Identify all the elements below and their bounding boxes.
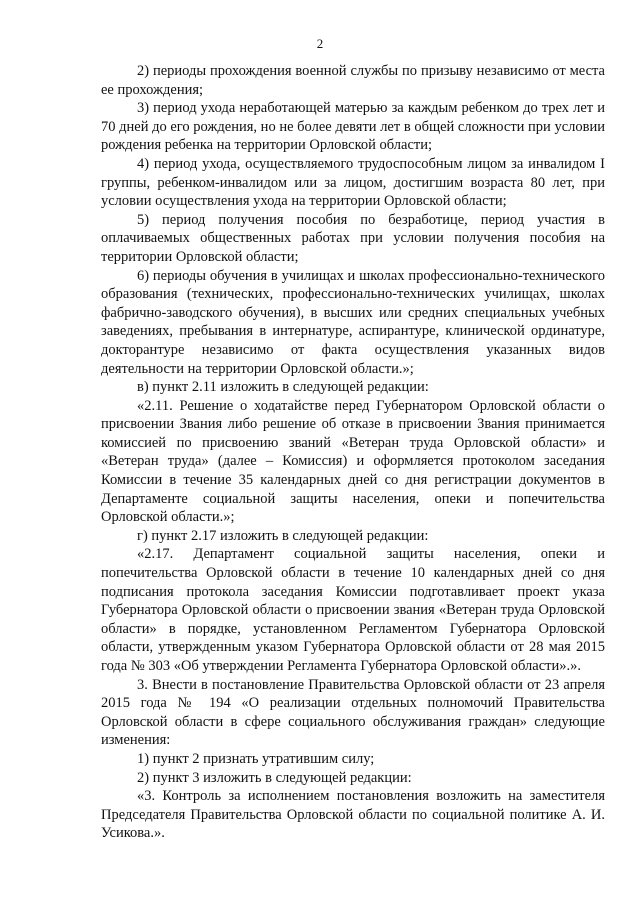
paragraph-item-3: 3. Внести в постановление Правительства Орловской области от 23 апреля 2015 года № 194 «О реализации отдельных полномочий Правительства Орловской области в сфере социального обслуживания граждан» следующие изменения: [101, 676, 605, 749]
paragraph-clause-2-17: «2.17. Департамент социальной защиты населения, опеки и попечительства Орловской области в течение 10 календарных дней со дня подписания протокола заседания Комиссии подготавливает проект указа Губернатора Орловской области о присвоении звания «Ветеран труда Орловской области» в порядке, установленном Регламентом Губернатора Орловской области, утвержденным указом Губернатора Орловской области от 28 мая 2015 года № 303 «Об утверждении Регламента Губернатора Орловской области».». [101, 546, 605, 674]
paragraph-education-period: 6) периоды обучения в училищах и школах профессионально-технического образования (технических, профессионально-технических училищах, школах фабрично-заводского обучения), в высших или средних специальных учебных заведениях, пребывания в интернатуре, аспирантуре, клинической ординатуре, докторантуре независимо от факта осуществления указанных видов деятельности на территории Орловской области.»; [101, 267, 605, 377]
paragraph-amend-2-17: г) пункт 2.17 изложить в следующей редакции: [137, 527, 429, 544]
page-number: 2 [316, 36, 324, 51]
paragraph-military-service: 2) периоды прохождения военной службы по призыву независимо от места ее прохождения; [101, 63, 605, 98]
paragraph-subitem-2: 2) пункт 3 изложить в следующей редакции: [137, 769, 412, 786]
paragraph-unemployment-period: 5) период получения пособия по безработице, период участия в оплачиваемых общественных работах при условии получения пособия на территории Орловской области; [101, 211, 605, 265]
paragraph-childcare-period: 3) период ухода неработающей матерью за каждым ребенком до трех лет и 70 дней до его рождения, но не более девяти лет в общей сложности при условии рождения ребенка на территории Орловской области; [101, 100, 605, 154]
paragraph-amend-2-11: в) пункт 2.11 изложить в следующей редакции: [137, 379, 429, 396]
paragraph-subitem-1: 1) пункт 2 признать утратившим силу; [137, 750, 375, 767]
document-body [101, 62, 605, 843]
paragraph-control-clause: «3. Контроль за исполнением постановления возложить на заместителя Председателя Правительства Орловской области по социальной политике А. И. Усикова.». [101, 788, 605, 842]
paragraph-disabled-care-period: 4) период ухода, осуществляемого трудоспособным лицом за инвалидом I группы, ребенком-инвалидом или за лицом, достигшим возраста 80 лет, при условии осуществления ухода на территории Орловской области; [101, 155, 605, 210]
paragraph-clause-2-11: «2.11. Решение о ходатайстве перед Губернатором Орловской области о присвоении Звания либо решение об отказе в присвоении Звания принимается комиссией по присвоению званий «Ветеран труда Орловской области» и «Ветеран труда» (далее – Комиссия) и оформляется протоколом заседания Комиссии в течение 35 календарных дней со дня регистрации документов в Департаменте социальной защиты населения, опеки и попечительства Орловской области.»; [101, 397, 605, 526]
